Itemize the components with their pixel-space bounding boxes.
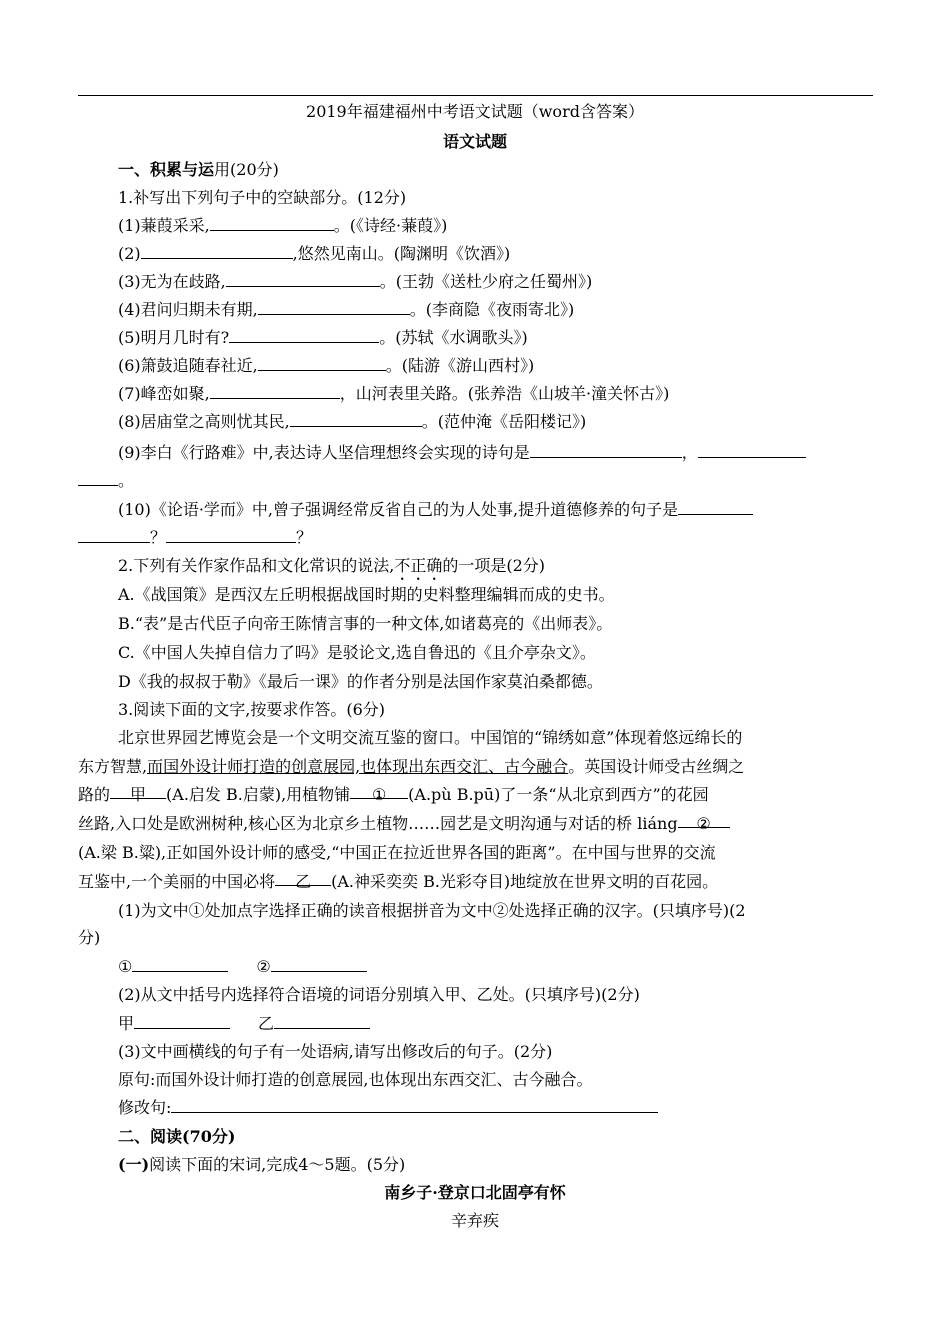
- q1-item-10-cont: [78, 527, 312, 549]
- q2-stem: [118, 555, 545, 584]
- passage-text: 东方智慧,: [78, 757, 148, 776]
- q1-item-9-cont: [78, 470, 134, 492]
- q1-item-4: [118, 299, 574, 321]
- q1-item-3: [118, 271, 592, 293]
- q3-passage-line-5: (A.梁 B.粱),正如国外设计师的感受,“中国正在拉近世界各国的距离”。在中国与世界的交流: [78, 843, 716, 862]
- q1-item-3-pre: (3)无为在歧路,: [118, 272, 226, 291]
- blank-jia[interactable]: 甲: [110, 784, 166, 799]
- answer-blank[interactable]: [258, 300, 410, 315]
- answer-blank[interactable]: [134, 1014, 230, 1029]
- q3-passage-line-1: 北京世界园艺博览会是一个文明交流互鉴的窗口。中国馆的“锦绣如意”体现着悠远绵长的: [118, 728, 743, 747]
- q3-sub1: (1)为文中①处加点字选择正确的读音根据拼音为文中②处选择正确的汉字。(只填序号)(2: [118, 901, 746, 920]
- section1-heading: [118, 159, 279, 181]
- passage-text: 互鉴中,一个美丽的中国必将: [78, 872, 276, 891]
- q1-item-9-text: (9)李白《行路难》中,表达诗人坚信理想终会实现的诗句是: [118, 443, 530, 462]
- revised-label: 修改句:: [118, 1098, 172, 1117]
- answer-blank[interactable]: [141, 244, 293, 259]
- reading-part1-label: (一): [118, 1155, 150, 1174]
- poem-author: 辛弃疾: [450, 1211, 499, 1230]
- q1-item-10: [118, 499, 753, 521]
- q1-item-5-post: 。(苏轼《水调歌头》): [379, 328, 528, 347]
- q3-sub1-cont: 分): [78, 928, 101, 947]
- q3-sub2-answers: [118, 1013, 370, 1035]
- q1-item-1-pre: (1)蒹葭采采,: [118, 216, 210, 235]
- q3-passage-line-6: [78, 871, 718, 893]
- q1-item-6-post: 。(陆游《游山西村》): [385, 356, 535, 375]
- q3-passage-line-3: [78, 784, 709, 806]
- q1-item-10-q1: ？: [150, 528, 167, 547]
- answer-blank[interactable]: [132, 957, 228, 972]
- section1-heading-bold: 一、积累与运: [118, 160, 215, 179]
- q1-item-7-post: ，山河表里关路。(张养浩《山坡羊·潼关怀古》): [339, 384, 670, 403]
- answer-blank[interactable]: [698, 443, 806, 458]
- q3-sub1-answers: [118, 956, 367, 978]
- q1-item-2-pre: (2): [118, 244, 141, 263]
- answer-blank[interactable]: [210, 384, 340, 399]
- q1-item-4-pre: (4)君问归期未有期,: [118, 300, 258, 319]
- q3-sub3: (3)文中画横线的句子有一处语病,请写出修改后的句子。(2分): [118, 1042, 553, 1061]
- q2-option-b: B.“表”是古代臣子向帝王陈情言事的一种文体,如诸葛亮的《出师表》。: [118, 614, 613, 633]
- answer-blank[interactable]: [226, 272, 380, 287]
- answer-blank[interactable]: [78, 471, 118, 486]
- passage-text: (A.pù B.pū)了一条“从北京到西方”的花园: [408, 785, 709, 804]
- document-title: 2019年福建福州中考语文试题（word含答案）: [306, 102, 644, 121]
- answer-label-2: ②: [256, 957, 271, 976]
- answer-blank[interactable]: [678, 500, 753, 515]
- revised-answer-blank[interactable]: [171, 1098, 658, 1113]
- q1-item-9-end: 。: [118, 471, 135, 490]
- q1-item-10-q2: ？: [296, 528, 313, 547]
- section1-heading-rest: 用(20分): [214, 160, 279, 179]
- q3-sub2: (2)从文中括号内选择符合语境的词语分别填入甲、乙处。(只填序号)(2分): [118, 985, 640, 1004]
- q1-item-8: [118, 411, 586, 433]
- q3-revised-sentence: [118, 1097, 658, 1119]
- passage-text: 路的: [78, 785, 111, 804]
- answer-blank[interactable]: [166, 528, 296, 543]
- answer-blank[interactable]: [274, 1014, 370, 1029]
- top-rule: [78, 95, 873, 96]
- blank-yi[interactable]: 乙: [275, 871, 331, 886]
- answer-blank[interactable]: [530, 443, 682, 458]
- q1-item-6: [118, 355, 534, 377]
- q2-stem-b: 的一项是(2分): [442, 556, 546, 575]
- q2-stem-a: 2.下列有关作家作品和文化常识的说法,: [118, 556, 395, 575]
- answer-blank[interactable]: [229, 328, 379, 343]
- q1-item-9: [118, 442, 806, 464]
- passage-text: (A.启发 B.启蒙),用植物铺: [166, 785, 351, 804]
- q3-stem: 3.阅读下面的文字,按要求作答。(6分): [118, 700, 386, 719]
- q1-item-9-sep: ，: [681, 443, 698, 462]
- q1-item-7: [118, 383, 669, 405]
- q2-option-a: A.《战国策》是西汉左丘明根据战国时期的史料整理编辑而成的史书。: [118, 585, 615, 604]
- underlined-sentence: 而国外设计师打造的创意展园,也体现出东西交汇、古今融合: [147, 757, 569, 776]
- section2-heading: 二、阅读(70分): [118, 1127, 236, 1146]
- q1-item-5: [118, 327, 528, 349]
- q2-option-d: D《我的叔叔于勒》《最后一课》的作者分别是法国作家莫泊桑都德。: [118, 672, 603, 691]
- q1-item-2: [118, 243, 510, 265]
- q1-item-6-pre: (6)箫鼓追随春社近,: [118, 356, 258, 375]
- poem-title: 南乡子·登京口北固亭有怀: [384, 1183, 566, 1202]
- answer-label-1: ①: [118, 957, 133, 976]
- passage-text: 。英国设计师受古丝绸之: [568, 757, 745, 776]
- q3-passage-line-2: [78, 756, 744, 778]
- exam-title: 语文试题: [442, 132, 507, 151]
- q3-passage-line-4: [78, 813, 730, 835]
- q3-original-sentence: 原句:而国外设计师打造的创意展园,也体现出东西交汇、古今融合。: [118, 1070, 593, 1089]
- passage-text: (A.神采奕奕 B.光彩夺目)地绽放在世界文明的百花园。: [331, 872, 719, 891]
- q1-item-8-post: 。(范仲淹《岳阳楼记》): [421, 412, 587, 431]
- answer-blank[interactable]: [290, 412, 422, 427]
- answer-blank[interactable]: [78, 528, 150, 543]
- answer-blank[interactable]: [210, 216, 334, 231]
- q1-item-3-post: 。(王勃《送杜少府之任蜀州》): [379, 272, 593, 291]
- answer-blank[interactable]: [271, 957, 367, 972]
- q1-item-1: [118, 215, 447, 237]
- reading-part1-text: 阅读下面的宋词,完成4～5题。(5分): [149, 1155, 406, 1174]
- passage-text: 丝路,入口处是欧洲树种,核心区为北京乡土植物……园艺是文明沟通与对话的桥 liáng: [78, 814, 678, 833]
- blank-2[interactable]: ②: [678, 813, 730, 828]
- q2-option-c: C.《中国人失掉自信力了吗》是驳论文,选自鲁迅的《且介亭杂文》。: [118, 643, 596, 662]
- answer-label-yi: 乙: [258, 1014, 275, 1033]
- answer-blank[interactable]: [258, 356, 386, 371]
- q1-item-7-pre: (7)峰峦如聚,: [118, 384, 210, 403]
- q1-item-10-text: (10)《论语·学而》中,曾子强调经常反省自己的为人处事,提升道德修养的句子是: [118, 500, 679, 519]
- q2-stem-emphasis: 不正确: [394, 556, 443, 575]
- q1-item-8-pre: (8)居庙堂之高则忧其民,: [118, 412, 290, 431]
- q1-item-4-post: 。(李商隐《夜雨寄北》): [409, 300, 575, 319]
- q1-item-2-post: ,悠然见南山。(陶渊明《饮酒》): [292, 244, 511, 263]
- q1-stem: 1.补写出下列句子中的空缺部分。(12分): [118, 188, 407, 207]
- q1-item-5-pre: (5)明月几时有?: [118, 328, 230, 347]
- answer-label-jia: 甲: [118, 1014, 135, 1033]
- reading-part1-instruction: [118, 1154, 405, 1176]
- q1-item-1-post: 。(《诗经·蒹葭》): [333, 216, 448, 235]
- blank-1[interactable]: ①: [350, 784, 408, 799]
